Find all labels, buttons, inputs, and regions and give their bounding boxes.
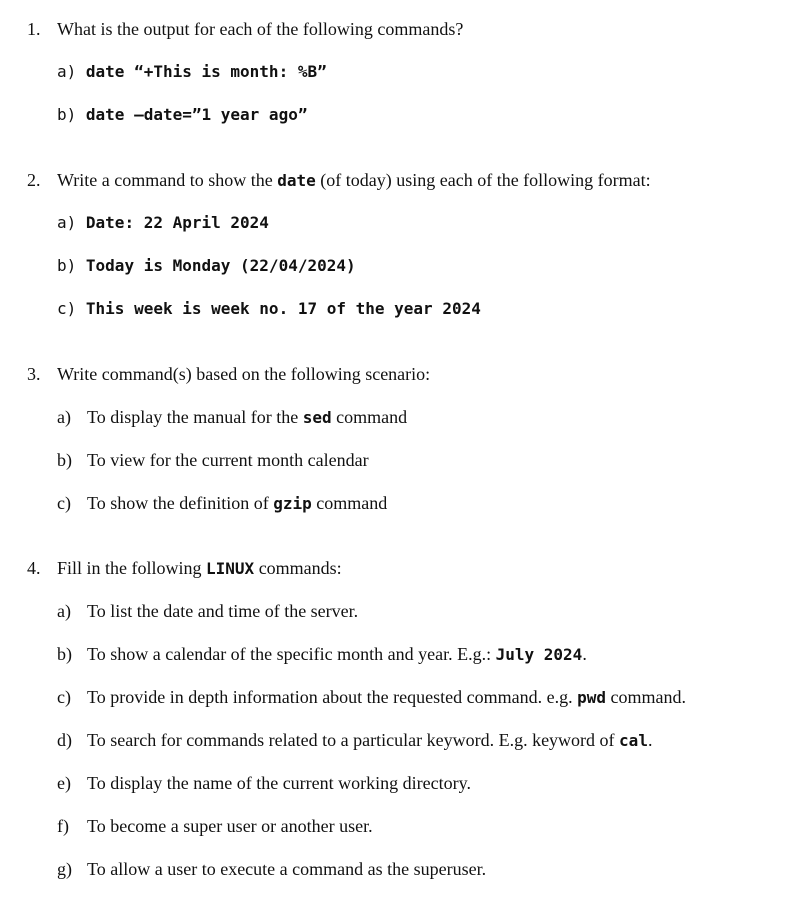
text: To view for the current month calendar [87, 450, 369, 470]
text: To search for commands related to a particular keyword. E.g. keyword of [87, 730, 620, 750]
text: To allow a user to execute a command as the superuser. [87, 859, 487, 879]
text: Write a command to show the [57, 170, 278, 190]
text: command [331, 407, 408, 427]
item-text [87, 856, 486, 883]
question-3 [0, 361, 808, 533]
text: commands: [254, 558, 342, 578]
item-text [87, 770, 471, 797]
item-label: f) [57, 816, 69, 836]
item-label: c) [57, 687, 71, 707]
inline-code: July 2024 [495, 645, 583, 664]
item-a [57, 59, 327, 85]
question-1 [0, 16, 808, 145]
item-label: a) [57, 601, 71, 621]
text: command. [606, 687, 687, 707]
item-c [57, 296, 481, 322]
sub-item [0, 598, 808, 641]
text: To display the manual for the [87, 407, 303, 427]
sub-item [0, 404, 808, 447]
item-b [57, 253, 356, 279]
sub-item [0, 770, 808, 813]
command-code: date –date=”1 year ago” [85, 105, 308, 124]
text: To show a calendar of the specific month and year. E.g.: [87, 644, 496, 664]
item-a [57, 210, 269, 236]
question-text: Write command(s) based on the following scenario: [57, 364, 431, 384]
sub-item [0, 641, 808, 684]
question-2 [0, 167, 808, 339]
item-text [87, 447, 369, 474]
question-text: What is the output for each of the following commands? [57, 19, 464, 39]
format-example: Date: 22 April 2024 [85, 213, 269, 232]
text: . [647, 730, 653, 750]
question-number: 4. [27, 558, 41, 578]
format-example: Today is Monday (22/04/2024) [85, 256, 356, 275]
text: To display the name of the current working directory. [87, 773, 471, 793]
inline-code: gzip [273, 494, 312, 513]
item-text [87, 490, 387, 517]
question-number: 1. [27, 19, 41, 39]
item-label: b) [57, 105, 77, 124]
question-text [57, 167, 651, 194]
item-text [87, 813, 373, 840]
text: To show the definition of [87, 493, 274, 513]
text: To provide in depth information about the requested command. e.g. [87, 687, 578, 707]
item-label: a) [57, 62, 77, 81]
item-text [87, 404, 407, 431]
item-label: d) [57, 730, 72, 750]
item-label: b) [57, 256, 77, 275]
item-text [87, 684, 686, 711]
inline-code: pwd [577, 688, 607, 707]
text: (of today) using each of the following format: [315, 170, 651, 190]
item-b [57, 102, 307, 128]
sub-item [0, 727, 808, 770]
text: To become a super user or another user. [87, 816, 373, 836]
item-label: c) [57, 493, 71, 513]
item-label: b) [57, 450, 72, 470]
item-label: a) [57, 407, 71, 427]
text: To list the date and time of the server. [87, 601, 359, 621]
item-text [87, 641, 587, 668]
worksheet [0, 16, 808, 921]
sub-item [0, 856, 808, 899]
question-number: 2. [27, 170, 41, 190]
item-label: e) [57, 773, 71, 793]
text: . [582, 644, 587, 664]
text: Fill in the following [57, 558, 207, 578]
inline-code: LINUX [206, 559, 255, 578]
format-example: This week is week no. 17 of the year 2024 [85, 299, 481, 318]
inline-code: sed [302, 408, 332, 427]
sub-item [0, 490, 808, 533]
inline-code: date [277, 171, 316, 190]
item-label: g) [57, 859, 72, 879]
item-text [87, 727, 652, 754]
question-text [57, 555, 342, 582]
command-code: date “+This is month: %B” [85, 62, 327, 81]
item-label: a) [57, 213, 77, 232]
inline-code: cal [619, 731, 648, 750]
item-text [87, 598, 358, 625]
question-4 [0, 555, 808, 899]
text: command [311, 493, 388, 513]
item-label: c) [57, 299, 77, 318]
question-number: 3. [27, 364, 41, 384]
sub-item [0, 813, 808, 856]
sub-item [0, 447, 808, 490]
sub-item [0, 684, 808, 727]
item-label: b) [57, 644, 72, 664]
